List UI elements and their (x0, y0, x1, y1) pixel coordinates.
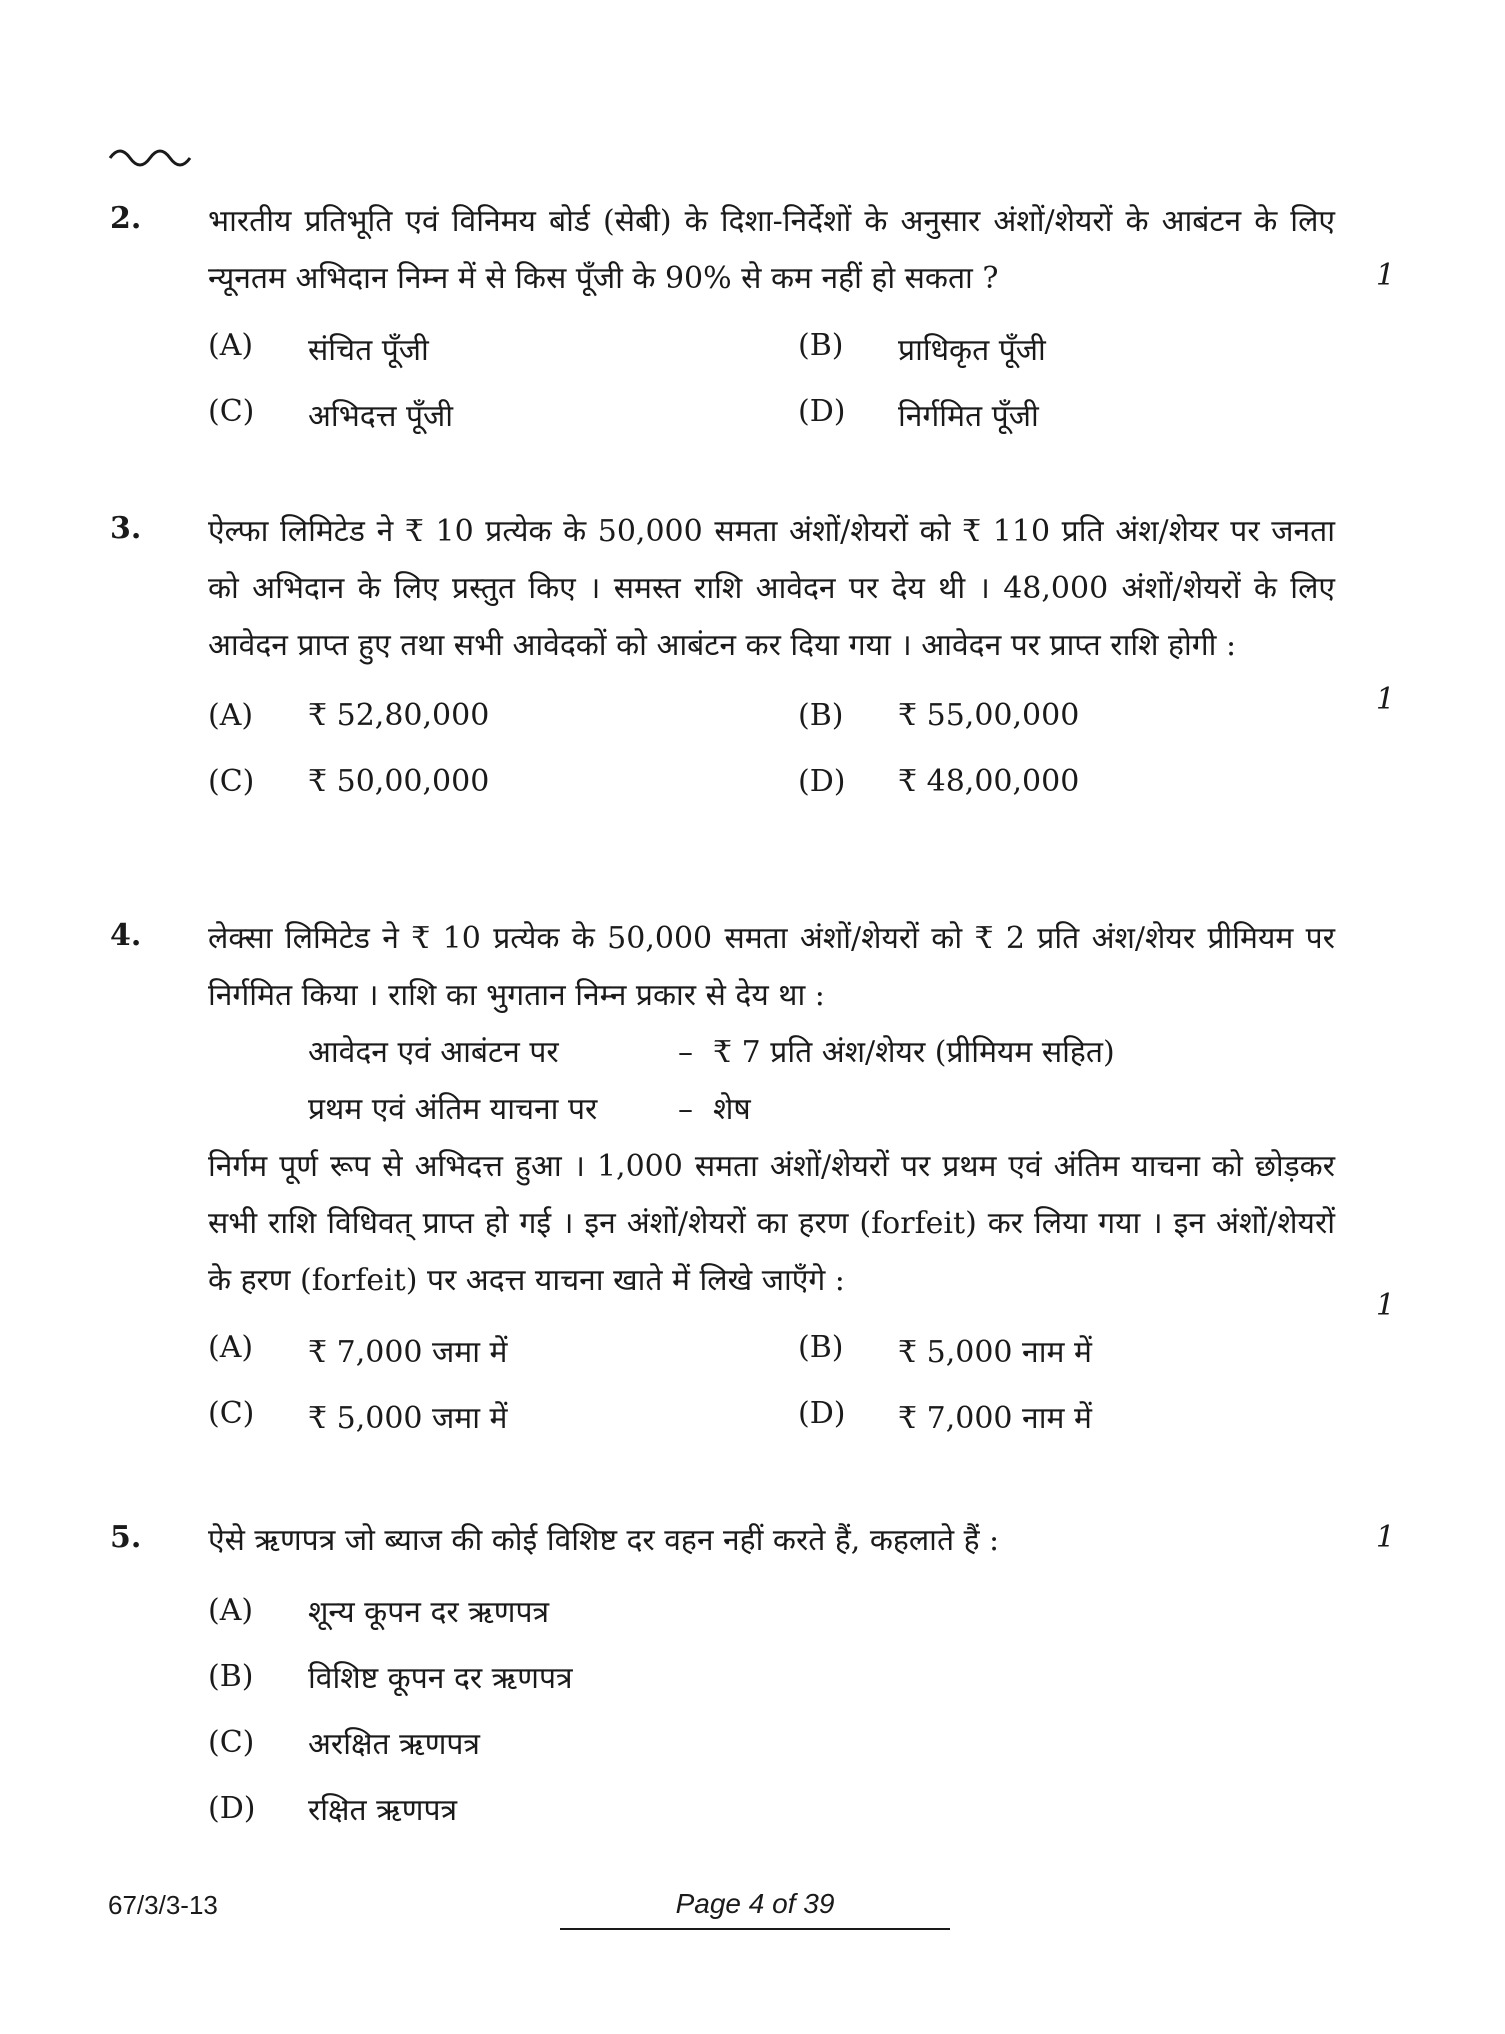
option-d: (D) निर्गमित पूँजी (798, 393, 1039, 434)
question-marks: 1 (1375, 682, 1395, 717)
options-grid (208, 1317, 1395, 1449)
schedule-row: प्रथम एवं अंतिम याचना पर – शेष (308, 1092, 751, 1127)
option-c: (C) ₹ 5,000 जमा में (208, 1395, 508, 1436)
option-a: (A) संचित पूँजी (208, 327, 429, 368)
payment-schedule (208, 1024, 1335, 1138)
question-number: 4. (110, 918, 142, 953)
options-grid (208, 682, 1395, 814)
question-text-detail: निर्गम पूर्ण रूप से अभिदत्त हुआ । 1,000 समता अंशों/शेयरों पर प्रथम एवं अंतिम याचना को छोड़कर सभी राशि विधिवत् प्राप्त हो गई । इन अंशों/शेयरों का हरण (forfeit) कर लिया गया । इन अंशों/शेयरों के हरण (forfeit) पर अदत्त याचना खाते में लिखे जाएँगे : (208, 1149, 1335, 1298)
wave-ornament-icon (108, 140, 228, 170)
option-a: (A) शून्य कूपन दर ऋणपत्र (208, 1592, 550, 1630)
question-text: ऐल्फा लिमिटेड ने ₹ 10 प्रत्येक के 50,000 समता अंशों/शेयरों को ₹ 110 प्रति अंश/शेयर पर जनता को अभिदान के लिए प्रस्तुत किए । समस्त राशि आवेदन पर देय थी । 48,000 अंशों/शेयरों के लिए आवेदन प्राप्त हुए तथा सभी आवेदकों को आबंटन कर दिया गया । आवेदन पर प्राप्त राशि होगी : (208, 514, 1335, 663)
question-text: भारतीय प्रतिभूति एवं विनिमय बोर्ड (सेबी) के दिशा-निर्देशों के अनुसार अंशों/शेयरों के आबंटन के लिए न्यूनतम अभिदान निम्न में से किस पूँजी के 90% से कम नहीं हो सकता ? (208, 204, 1335, 296)
question-marks: 1 (1375, 1288, 1395, 1323)
option-a: (A) ₹ 7,000 जमा में (208, 1329, 508, 1370)
option-c: (C) अरक्षित ऋणपत्र (208, 1724, 480, 1762)
option-d: (D) ₹ 7,000 नाम में (798, 1395, 1092, 1436)
question-text-intro: लेक्सा लिमिटेड ने ₹ 10 प्रत्येक के 50,000 समता अंशों/शेयरों को ₹ 2 प्रति अंश/शेयर प्रीमियम पर निर्गमित किया । राशि का भुगतान निम्न प्रकार से देय था : (208, 921, 1335, 1013)
question-number: 3. (110, 511, 142, 546)
option-b: (B) प्राधिकृत पूँजी (798, 327, 1046, 368)
option-a: (A) ₹ 52,80,000 (208, 697, 490, 733)
question-text: ऐसे ऋणपत्र जो ब्याज की कोई विशिष्ट दर वहन नहीं करते हैं, कहलाते हैं : (208, 1523, 1000, 1558)
schedule-row: आवेदन एवं आबंटन पर – ₹ 7 प्रति अंश/शेयर (प्रीमियम सहित) (308, 1035, 1115, 1070)
option-d: (D) रक्षित ऋणपत्र (208, 1790, 458, 1828)
question-number: 2. (110, 201, 142, 236)
option-b: (B) ₹ 5,000 नाम में (798, 1329, 1092, 1370)
question-marks: 1 (1375, 1520, 1395, 1555)
question-number: 5. (110, 1520, 142, 1555)
options-grid (208, 315, 1395, 447)
option-d: (D) ₹ 48,00,000 (798, 763, 1080, 799)
question-3 (110, 503, 1395, 814)
question-marks: 1 (1375, 258, 1395, 293)
question-5 (110, 1512, 1395, 1841)
paper-code: 67/3/3-13 (108, 1890, 218, 1920)
options-list (208, 1577, 1395, 1841)
option-b: (B) ₹ 55,00,000 (798, 697, 1080, 733)
question-4 (110, 910, 1395, 1449)
option-c: (C) अभिदत्त पूँजी (208, 393, 454, 434)
option-b: (B) विशिष्ट कूपन दर ऋणपत्र (208, 1658, 573, 1696)
question-2 (110, 193, 1395, 447)
option-c: (C) ₹ 50,00,000 (208, 763, 490, 799)
page-number: Page 4 of 39 (560, 1888, 950, 1930)
